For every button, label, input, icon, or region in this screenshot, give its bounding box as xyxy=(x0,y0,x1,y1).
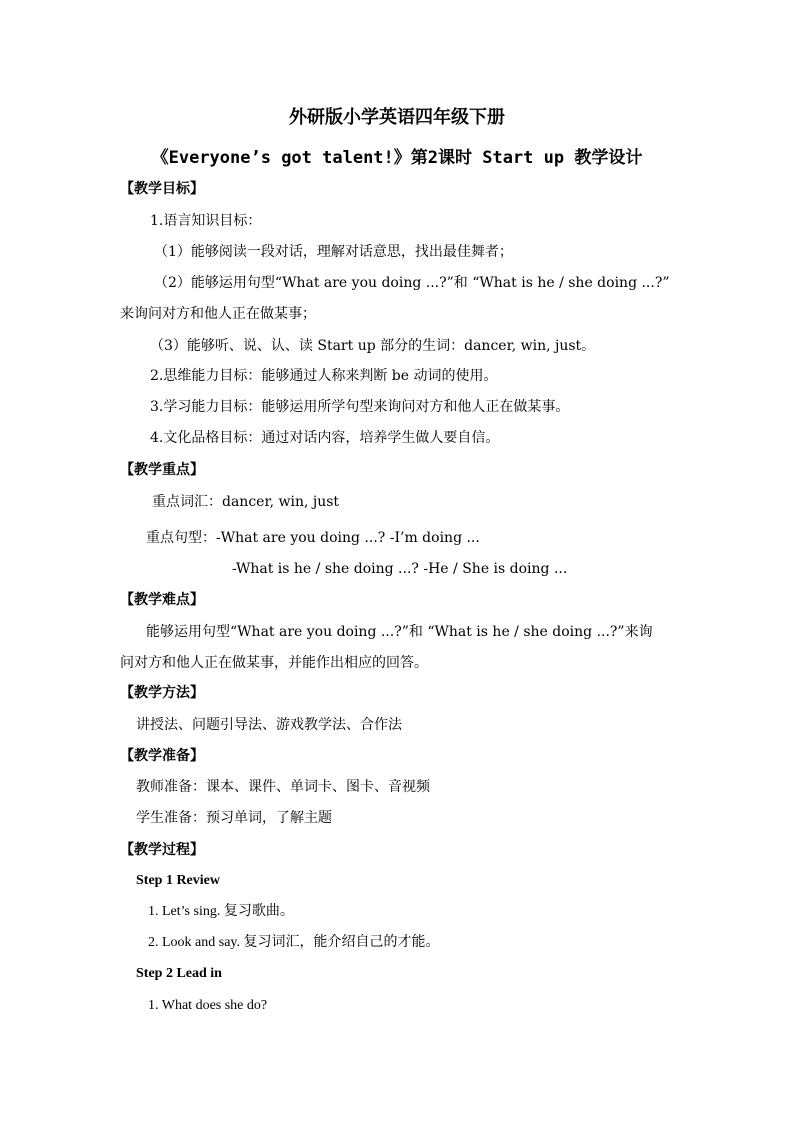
section-heading-methods: 【教学方法】 xyxy=(120,685,204,701)
preparation-item: 教师准备：课本、课件、单词卡、图卡、音视频 xyxy=(136,779,430,795)
document-title: 外研版小学英语四年级下册 xyxy=(289,107,505,128)
step-item: 2. Look and say. 复习词汇，能介绍自己的才能。 xyxy=(148,935,440,950)
key-point-item: -What is he / she doing ...? -He / She is doing ... xyxy=(232,561,568,577)
section-heading-difficulties: 【教学难点】 xyxy=(120,592,204,608)
objective-item: 1.语言知识目标： xyxy=(150,213,262,229)
section-heading-process: 【教学过程】 xyxy=(120,842,204,858)
objective-item: 来询问对方和他人正在做某事； xyxy=(120,306,316,322)
objective-item: （3）能够听、说、认、读 Start up 部分的生词：dancer, win, just。 xyxy=(150,338,596,354)
objective-item: （2）能够运用句型“What are you doing ...?”和 “What is he / she doing ...?” xyxy=(154,275,670,291)
section-heading-key-points: 【教学重点】 xyxy=(120,462,204,478)
section-heading-preparation: 【教学准备】 xyxy=(120,748,204,764)
difficulty-item: 能够运用句型“What are you doing ...?”和 “What is he / she doing ...?”来询 xyxy=(146,624,653,640)
difficulty-item: 问对方和他人正在做某事，并能作出相应的回答。 xyxy=(120,655,428,671)
step-item: 1. Let’s sing. 复习歌曲。 xyxy=(148,904,294,919)
objective-item: （1）能够阅读一段对话，理解对话意思，找出最佳舞者； xyxy=(154,244,513,260)
method-item: 讲授法、问题引导法、游戏教学法、合作法 xyxy=(136,717,402,733)
step-heading: Step 2 Lead in xyxy=(136,966,222,981)
key-point-item: 重点词汇：dancer, win, just xyxy=(152,494,340,510)
key-point-item: 重点句型：-What are you doing ...? -I’m doing ... xyxy=(146,530,480,546)
objective-item: 4.文化品格目标：通过对话内容，培养学生做人要自信。 xyxy=(150,430,500,446)
document-subtitle: 《Everyone’s got talent!》第2课时 Start up 教学设计 xyxy=(151,148,643,168)
step-heading: Step 1 Review xyxy=(136,873,220,888)
step-item: 1. What does she do? xyxy=(148,998,268,1013)
objective-item: 2.思维能力目标：能够通过人称来判断 be 动词的使用。 xyxy=(150,368,498,384)
preparation-item: 学生准备：预习单词，了解主题 xyxy=(136,810,332,826)
section-heading-objectives: 【教学目标】 xyxy=(120,181,204,197)
objective-item: 3.学习能力目标：能够运用所学句型来询问对方和他人正在做某事。 xyxy=(150,399,570,415)
